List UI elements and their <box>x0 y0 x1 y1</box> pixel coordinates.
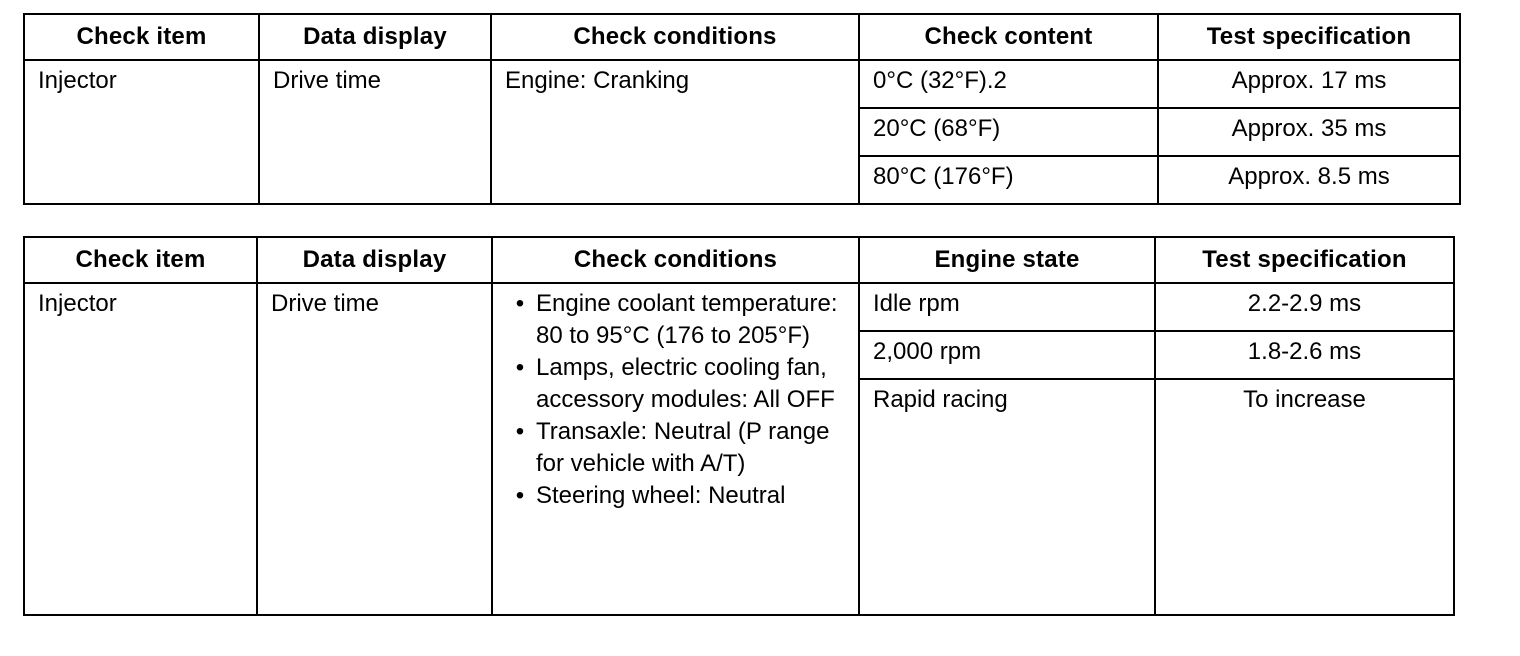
condition-text: Steering wheel: Neutral <box>536 482 786 509</box>
engine-state-cell: 2,000 rpm <box>859 331 1155 379</box>
bullet-icon: • <box>515 290 525 317</box>
test-spec-cell: Approx. 35 ms <box>1158 108 1460 156</box>
header-test-specification: Test specification <box>1155 237 1454 283</box>
test-spec-cell: 2.2-2.9 ms <box>1155 283 1454 331</box>
check-item-cell: Injector <box>24 283 257 615</box>
test-spec-cell: Approx. 17 ms <box>1158 60 1460 108</box>
condition-text: Lamps, electric cooling fan, accessory modules: All OFF <box>536 354 835 413</box>
injector-cranking-table <box>23 13 1461 205</box>
check-content-cell: 0°C (32°F).2 <box>859 60 1158 108</box>
test-spec-cell: 1.8-2.6 ms <box>1155 331 1454 379</box>
engine-state-cell: Idle rpm <box>859 283 1155 331</box>
header-check-item: Check item <box>24 14 259 60</box>
list-item <box>515 288 850 352</box>
table-header-row <box>24 14 1460 60</box>
bullet-icon: • <box>515 418 525 445</box>
header-check-conditions: Check conditions <box>491 14 859 60</box>
header-data-display: Data display <box>257 237 492 283</box>
data-display-cell: Drive time <box>257 283 492 615</box>
check-conditions-cell <box>492 283 859 615</box>
check-conditions-cell: Engine: Cranking <box>491 60 859 204</box>
header-check-item: Check item <box>24 237 257 283</box>
condition-text: Engine coolant temperature: 80 to 95°C (176 to 205°F) <box>536 290 838 349</box>
test-spec-cell: Approx. 8.5 ms <box>1158 156 1460 204</box>
header-check-conditions: Check conditions <box>492 237 859 283</box>
check-item-cell: Injector <box>24 60 259 204</box>
conditions-list <box>506 288 850 512</box>
header-check-content: Check content <box>859 14 1158 60</box>
list-item <box>515 480 850 512</box>
header-data-display: Data display <box>259 14 491 60</box>
data-display-cell: Drive time <box>259 60 491 204</box>
header-engine-state: Engine state <box>859 237 1155 283</box>
check-content-cell: 80°C (176°F) <box>859 156 1158 204</box>
table-row <box>24 60 1460 108</box>
bullet-icon: • <box>515 482 525 509</box>
check-content-cell: 20°C (68°F) <box>859 108 1158 156</box>
test-spec-cell: To increase <box>1155 379 1454 615</box>
condition-text: Transaxle: Neutral (P range for vehicle with A/T) <box>536 418 830 477</box>
header-test-specification: Test specification <box>1158 14 1460 60</box>
engine-state-cell: Rapid racing <box>859 379 1155 615</box>
table-row <box>24 283 1454 331</box>
list-item <box>515 416 850 480</box>
table-header-row <box>24 237 1454 283</box>
injector-idle-table <box>23 236 1455 616</box>
bullet-icon: • <box>515 354 525 381</box>
list-item <box>515 352 850 416</box>
